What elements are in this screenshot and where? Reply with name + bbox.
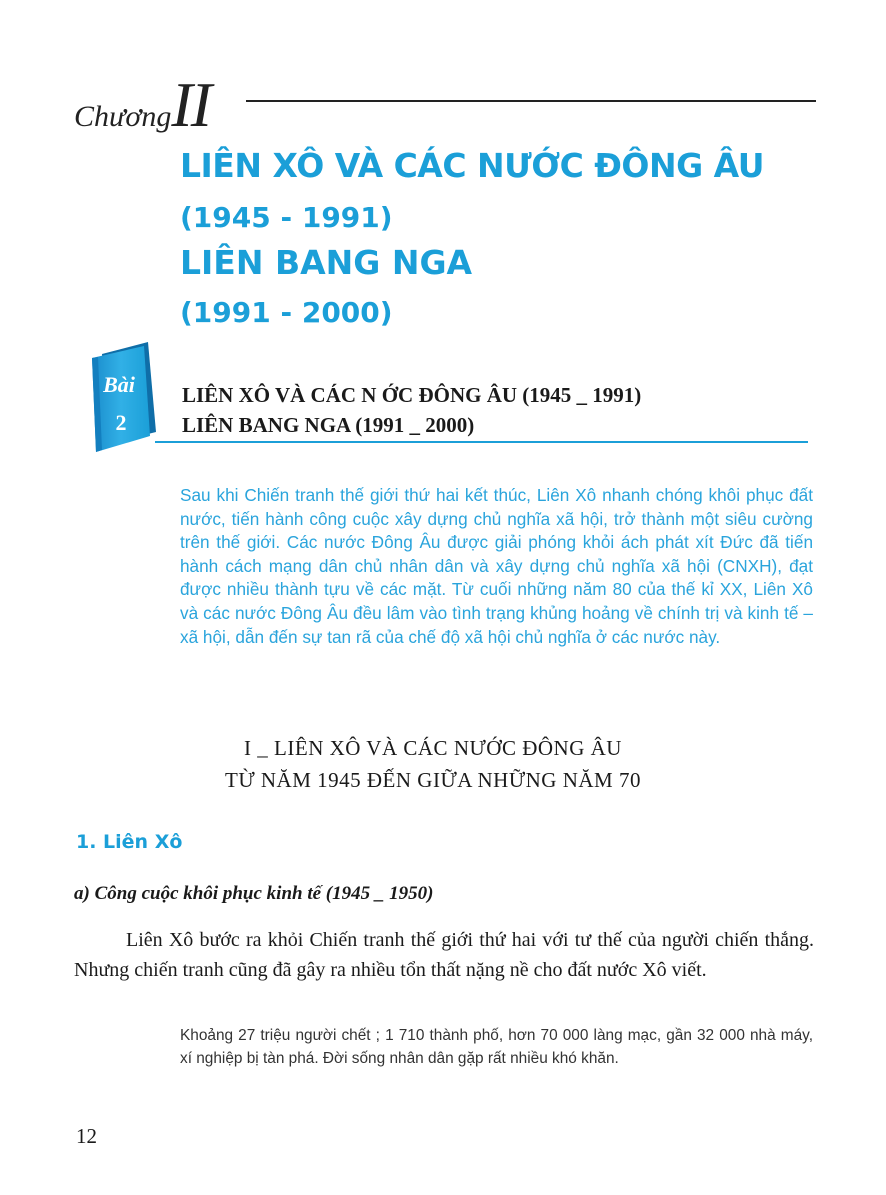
- lesson-book-icon: [88, 340, 158, 460]
- lesson-rule: [155, 441, 808, 443]
- subsection-heading: 1. Liên Xô: [76, 831, 183, 853]
- chapter-title-line-2: (1945 - 1991): [180, 201, 393, 234]
- chapter-title-line-1: LIÊN XÔ VÀ CÁC NƯỚC ĐÔNG ÂU: [180, 146, 764, 185]
- chapter-rule: [246, 100, 816, 102]
- note-paragraph: Khoảng 27 triệu người chết ; 1 710 thành phố, hơn 70 000 làng mạc, gần 32 000 nhà máy, xí nghiệp bị tàn phá. Đời sống nhân dân gặp rất nhiều khó khăn.: [180, 1027, 813, 1067]
- lesson-heading-line-1: LIÊN XÔ VÀ CÁC N ỚC ĐÔNG ÂU (1945 _ 1991): [182, 383, 642, 407]
- lesson-number: 2: [115, 410, 127, 435]
- chapter-label: [74, 68, 210, 142]
- section-heading-line-2: TỪ NĂM 1945 ĐẾN GIỮA NHỮNG NĂM 70: [225, 768, 641, 792]
- chapter-word: Chương: [74, 100, 172, 133]
- body-paragraph: Liên Xô bước ra khỏi Chiến tranh thế giới thứ hai với tư thế của người chiến thắng. Nhưng chiến tranh cũng đã gây ra nhiều tổn thất nặng nề cho đất nước Xô viết.: [74, 929, 814, 981]
- lesson-heading-line-2: LIÊN BANG NGA (1991 _ 2000): [182, 413, 475, 437]
- lesson-label: Bài: [103, 372, 135, 397]
- chapter-title-line-4: (1991 - 2000): [180, 296, 393, 329]
- subsubsection-heading: a) Công cuộc khôi phục kinh tế (1945 _ 1950): [74, 883, 434, 904]
- chapter-number: II: [171, 69, 211, 140]
- chapter-title-line-3: LIÊN BANG NGA: [180, 243, 473, 282]
- page-number: 12: [76, 1124, 97, 1148]
- intro-paragraph: Sau khi Chiến tranh thế giới thứ hai kết thúc, Liên Xô nhanh chóng khôi phục đất nước, tiến hành công cuộc xây dựng chủ nghĩa xã hội, trở thành một siêu cường trên thế giới. Các nước Đông Âu được giải phóng khỏi ách phát xít Đức đã tiến hành cách mạng dân chủ nhân dân và xây dựng chủ nghĩa xã hội (CNXH), đạt được nhiều thành tựu về các mặt. Từ cuối những năm 80 của thế kỉ XX, Liên Xô và các nước Đông Âu đều lâm vào tình trạng khủng hoảng về chính trị và kinh tế – xã hội, dẫn đến sự tan rã của chế độ xã hội chủ nghĩa ở các nước này.: [180, 485, 813, 647]
- section-heading-line-1: I _ LIÊN XÔ VÀ CÁC NƯỚC ĐÔNG ÂU: [244, 736, 622, 760]
